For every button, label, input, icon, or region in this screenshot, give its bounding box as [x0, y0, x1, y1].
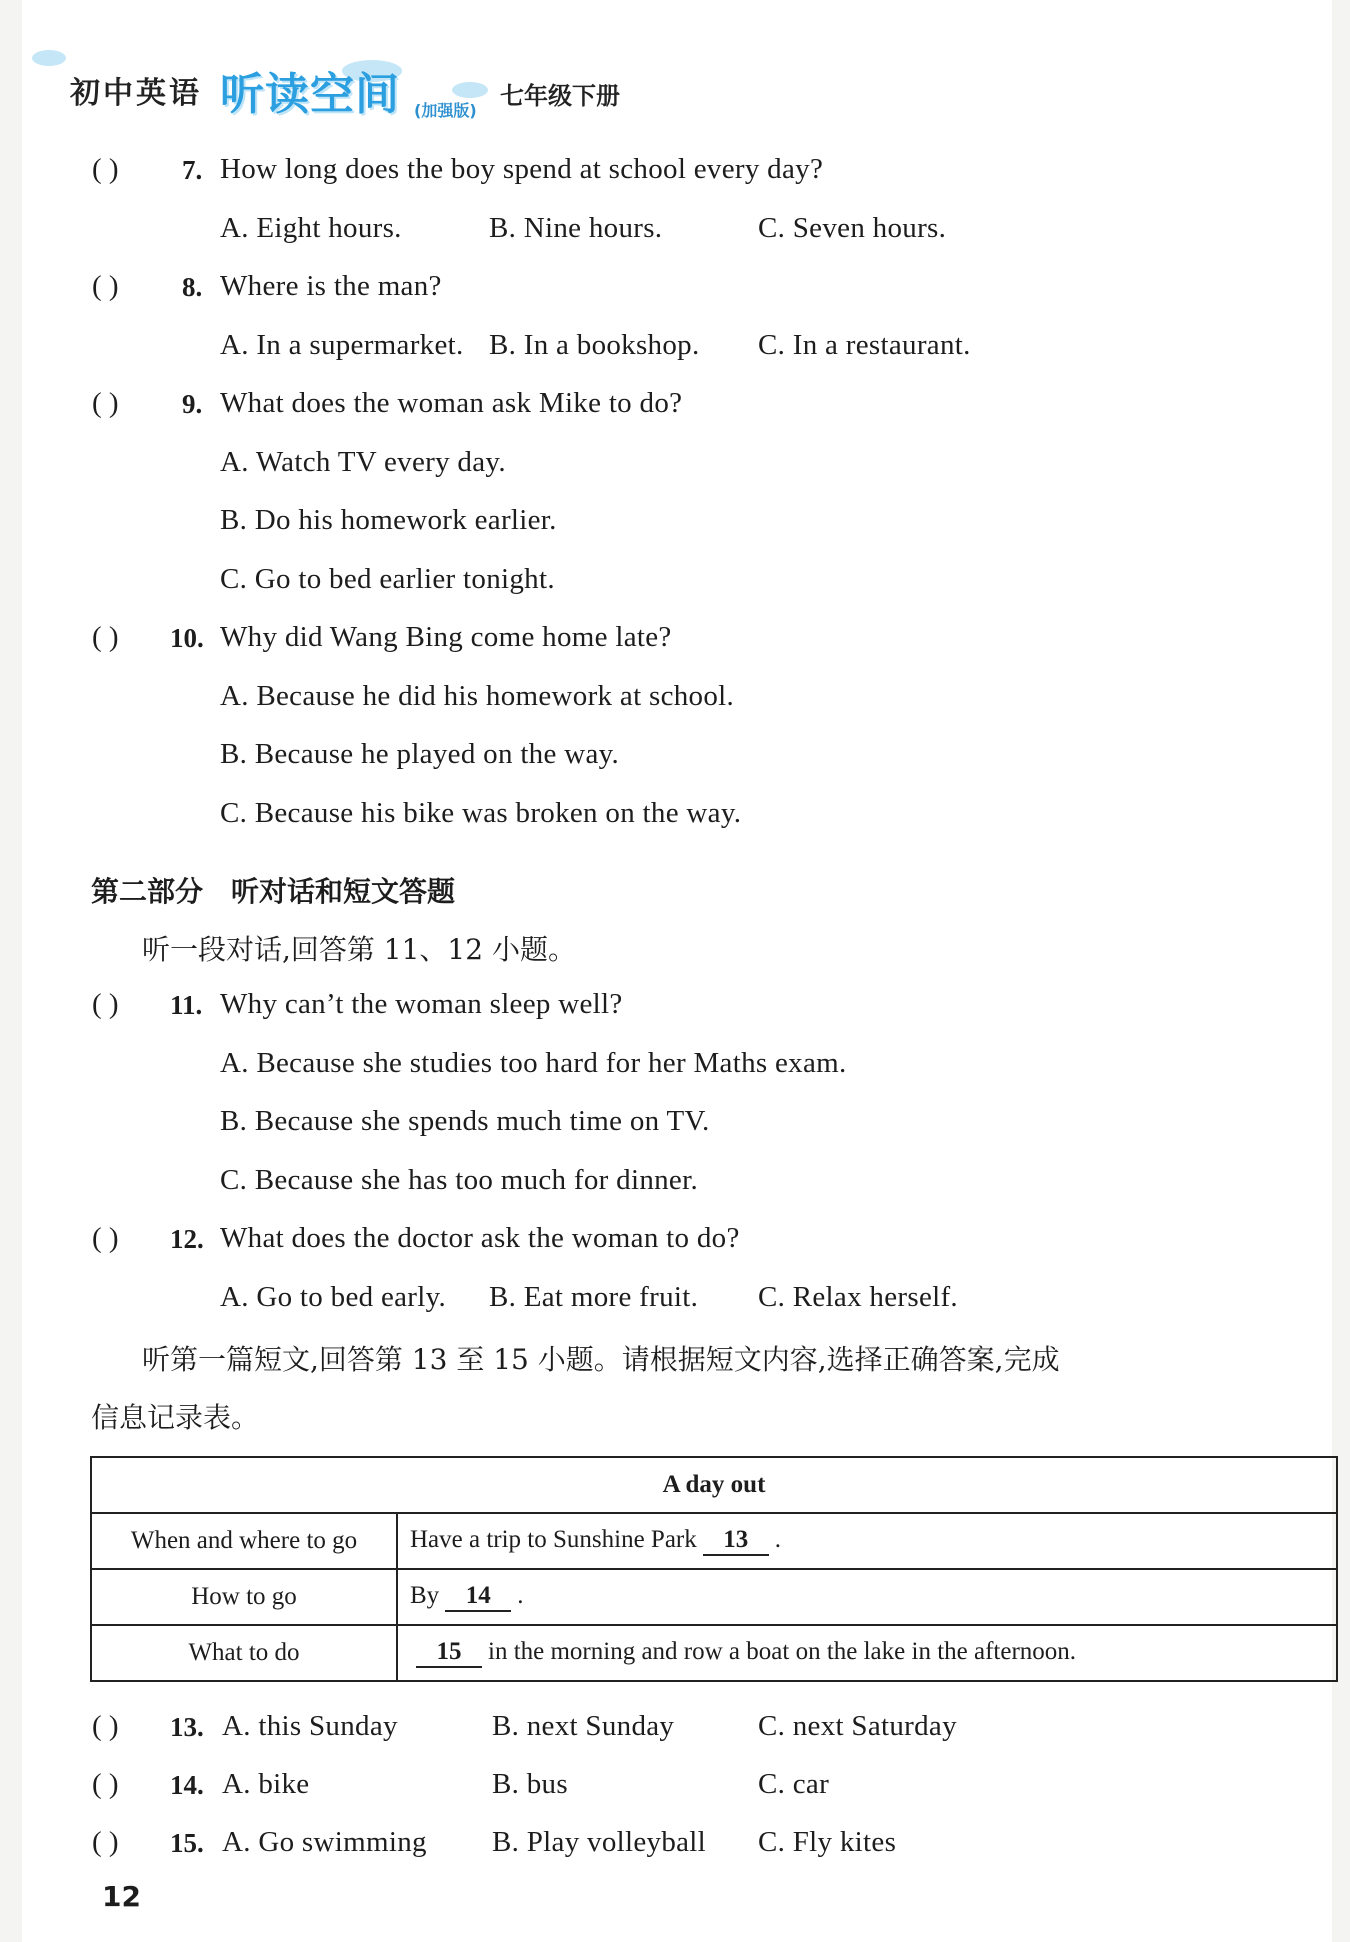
- instruction-text-continued: 信息记录表。: [91, 1401, 260, 1434]
- question-text: Why did Wang Bing come home late?: [220, 621, 672, 653]
- row-content: [397, 1625, 1337, 1681]
- question-number: 7.: [182, 155, 203, 185]
- answer-blank[interactable]: 15: [416, 1638, 482, 1668]
- option-c[interactable]: C. Relax herself.: [758, 1281, 958, 1313]
- question-number: 14.: [170, 1770, 204, 1800]
- page-number: 12: [102, 1880, 141, 1913]
- table-row: [91, 1513, 1337, 1569]
- table-title: A day out: [91, 1457, 1337, 1513]
- answer-paren[interactable]: ( ): [92, 621, 119, 653]
- question-text: How long does the boy spend at school every day?: [220, 153, 824, 185]
- option-b[interactable]: B. In a bookshop.: [489, 329, 700, 361]
- row-label: What to do: [91, 1625, 397, 1681]
- question-number: 10.: [170, 623, 204, 653]
- option-a[interactable]: A. Eight hours.: [220, 212, 402, 244]
- question-text: Where is the man?: [220, 270, 442, 302]
- option-c[interactable]: C. In a restaurant.: [758, 329, 971, 361]
- answer-blank[interactable]: 13: [703, 1526, 769, 1556]
- answer-paren[interactable]: ( ): [92, 153, 119, 185]
- option-a[interactable]: A. Watch TV every day.: [220, 446, 506, 478]
- row-text: By: [410, 1582, 440, 1609]
- row-text: Have a trip to Sunshine Park: [410, 1526, 697, 1553]
- option-c[interactable]: C. Fly kites: [758, 1826, 897, 1858]
- question-number: 8.: [182, 272, 203, 302]
- option-b[interactable]: B. bus: [492, 1768, 568, 1800]
- answer-paren[interactable]: ( ): [92, 387, 119, 419]
- table-title-row: [91, 1457, 1337, 1513]
- brand-logo: 听读空间: [220, 69, 400, 120]
- table-row: [91, 1625, 1337, 1681]
- question-number: 12.: [170, 1224, 204, 1254]
- question-number: 15.: [170, 1828, 204, 1858]
- row-text-end: .: [517, 1582, 524, 1609]
- row-label: How to go: [91, 1569, 397, 1625]
- edition-label: (加强版): [414, 101, 477, 120]
- answer-blank[interactable]: 14: [445, 1582, 511, 1612]
- question-number: 11.: [170, 990, 203, 1020]
- answer-paren[interactable]: ( ): [92, 270, 119, 302]
- page-header: [22, 0, 1332, 140]
- series-title: 初中英语: [70, 76, 202, 111]
- grade-label: 七年级下册: [500, 82, 620, 110]
- option-a[interactable]: A. Because she studies too hard for her Maths exam.: [220, 1047, 847, 1079]
- option-a[interactable]: A. Because he did his homework at school.: [220, 680, 735, 712]
- option-c[interactable]: C. Because his bike was broken on the way.: [220, 797, 742, 829]
- option-b[interactable]: B. Eat more fruit.: [489, 1281, 699, 1313]
- row-content: [397, 1513, 1337, 1569]
- option-c[interactable]: C. Seven hours.: [758, 212, 947, 244]
- table-row: [91, 1569, 1337, 1625]
- row-text-end: in the morning and row a boat on the lake in the afternoon.: [488, 1638, 1077, 1665]
- answer-paren[interactable]: ( ): [92, 988, 119, 1020]
- option-b[interactable]: B. Do his homework earlier.: [220, 504, 557, 536]
- answer-paren[interactable]: ( ): [92, 1222, 119, 1254]
- option-a[interactable]: A. bike: [222, 1768, 310, 1800]
- question-number: 9.: [182, 389, 203, 419]
- page: [22, 0, 1332, 1942]
- option-a[interactable]: A. this Sunday: [222, 1710, 398, 1742]
- info-record-table: [90, 1456, 1338, 1682]
- question-text: What does the woman ask Mike to do?: [220, 387, 683, 419]
- answer-paren[interactable]: ( ): [92, 1710, 119, 1742]
- option-b[interactable]: B. next Sunday: [492, 1710, 675, 1742]
- option-c[interactable]: C. Because she has too much for dinner.: [220, 1164, 699, 1196]
- option-b[interactable]: B. Because she spends much time on TV.: [220, 1105, 710, 1137]
- row-label: When and where to go: [91, 1513, 397, 1569]
- option-c[interactable]: C. car: [758, 1768, 830, 1800]
- option-b[interactable]: B. Nine hours.: [489, 212, 663, 244]
- question-text: What does the doctor ask the woman to do?: [220, 1222, 740, 1254]
- answer-paren[interactable]: ( ): [92, 1826, 119, 1858]
- instruction-text: 听一段对话,回答第 11、12 小题。: [142, 933, 576, 966]
- instruction-text: 听第一篇短文,回答第 13 至 15 小题。请根据短文内容,选择正确答案,完成: [142, 1343, 1060, 1376]
- section-title: 第二部分 听对话和短文答题: [91, 875, 456, 908]
- row-text-end: .: [774, 1526, 782, 1553]
- option-a[interactable]: A. Go swimming: [222, 1826, 427, 1858]
- answer-paren[interactable]: ( ): [92, 1768, 119, 1800]
- option-b[interactable]: B. Because he played on the way.: [220, 738, 620, 770]
- option-a[interactable]: A. Go to bed early.: [220, 1281, 447, 1313]
- option-c[interactable]: C. next Saturday: [758, 1710, 957, 1742]
- cloud-decoration-icon: [32, 50, 66, 66]
- row-content: [397, 1569, 1337, 1625]
- option-b[interactable]: B. Play volleyball: [492, 1826, 707, 1858]
- question-text: Why can’t the woman sleep well?: [220, 988, 623, 1020]
- option-c[interactable]: C. Go to bed earlier tonight.: [220, 563, 555, 595]
- cloud-decoration-icon: [452, 82, 488, 98]
- question-number: 13.: [170, 1712, 204, 1742]
- option-a[interactable]: A. In a supermarket.: [220, 329, 464, 361]
